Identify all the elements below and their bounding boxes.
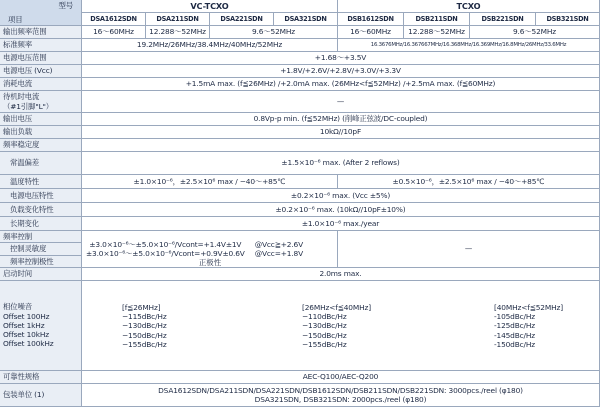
phase-noise-condition: [26MHz<f≦40MHz]	[302, 302, 371, 312]
row-label: 相位噪音	[3, 302, 32, 312]
cell-value: —	[82, 91, 600, 113]
phase-noise-group	[122, 281, 167, 371]
part-header: DSB211SDN	[404, 13, 470, 26]
cell-value: 12.288～52MHz	[404, 26, 470, 39]
phase-noise-condition: [40MHz<f≦52MHz]	[494, 302, 563, 312]
control-sensitivity-line: ±3.0×10⁻⁶～±5.0×10⁻⁶/Vcont=+0.9V±0.6V	[86, 249, 245, 258]
cell-value: 16～60MHz	[82, 26, 146, 39]
row-label: 负载变化特性	[0, 203, 82, 217]
row-label: 常温偏差	[0, 152, 82, 175]
row-label: 长期变化	[0, 217, 82, 231]
row-label: 包装单位 (1)	[0, 384, 82, 407]
control-sensitivity-line: ±3.0×10⁻⁶～±5.0×10⁻⁶/Vcont=+1.4V±1V	[89, 239, 242, 249]
cell-value: +1.8V/+2.6V/+2.8V/+3.0V/+3.3V	[82, 65, 600, 78]
part-header: DSB321SDN	[536, 13, 600, 26]
phase-noise-value: -150dBc/Hz	[494, 339, 536, 349]
row-label	[0, 91, 82, 113]
row-label: 标准频率	[0, 39, 82, 52]
control-sensitivity-lines	[86, 240, 245, 259]
polarity-value: 正极性	[198, 258, 222, 267]
vc-tcxo-header: VC-TCXO	[82, 0, 338, 13]
cell-value: ±1.0×10⁻⁶，±2.5×10⁶ max / −40～+85℃	[82, 175, 338, 189]
packing-value	[82, 384, 600, 407]
cell-value: 16～60MHz	[338, 26, 404, 39]
offset-label: Offset 10kHz	[3, 330, 49, 340]
row-label: 输出负载	[0, 126, 82, 139]
cell-value: ±0.2×10⁻⁶ max. (Vcc ±5%)	[82, 189, 600, 203]
phase-noise-value: -145dBc/Hz	[494, 330, 536, 340]
section-blank	[82, 139, 600, 152]
offset-label: Offset 100kHz	[3, 339, 54, 349]
part-header: DSA211SDN	[146, 13, 210, 26]
row-label-line: 待机时电流	[3, 92, 40, 102]
row-label: 电源电压范围	[0, 52, 82, 65]
phase-noise-value: −130dBc/Hz	[122, 321, 167, 331]
cell-value: +1.68～+3.5V	[82, 52, 600, 65]
cell-value: 9.6～52MHz	[210, 26, 338, 39]
phase-noise-value: −150dBc/Hz	[122, 330, 167, 340]
vcc-condition: @Vcc=+1.8V	[254, 249, 303, 258]
tcxo-header: TCXO	[338, 0, 600, 13]
cell-value: ±0.5×10⁻⁶，±2.5×10⁶ max / −40～+85℃	[338, 175, 600, 189]
offset-label: Offset 100Hz	[3, 311, 50, 321]
section-label: 频率控制	[0, 231, 82, 243]
corner-header	[0, 0, 82, 26]
control-conditions	[255, 240, 303, 259]
part-header: DSB221SDN	[470, 13, 536, 26]
phase-noise-condition: [f≦26MHz]	[122, 302, 161, 312]
row-label: 电源电压 (Vcc)	[0, 65, 82, 78]
cell-value: 2.0ms max.	[82, 268, 600, 281]
cell-value: 10kΩ//10pF	[82, 126, 600, 139]
phase-noise-labels	[0, 281, 82, 371]
phase-noise-value: −130dBc/Hz	[302, 321, 347, 331]
offset-label: Offset 1kHz	[3, 320, 45, 330]
cell-value: +1.5mA max. (f≦26MHz) /+2.0mA max. (26MHz<f≦52MHz) /+2.5mA max. (f≦60MHz)	[82, 78, 600, 91]
part-header: DSA221SDN	[210, 13, 274, 26]
phase-noise-value: −115dBc/Hz	[122, 312, 167, 322]
vcc-condition: @Vcc≧+2.6V	[254, 239, 303, 249]
row-label: 启动时间	[0, 268, 82, 281]
cell-value: ±0.2×10⁻⁶ max. (10kΩ//10pF±10%)	[82, 203, 600, 217]
cell-value: 12.288～52MHz	[146, 26, 210, 39]
cell-value: 19.2MHz/26MHz/38.4MHz/40MHz/52MHz	[82, 39, 338, 52]
phase-noise-group	[302, 281, 371, 371]
part-header: DSA1612SDN	[82, 13, 146, 26]
row-label: 温度特性	[0, 175, 82, 189]
row-label-line: （#1引脚"L"）	[3, 101, 54, 111]
row-label: 输出电压	[0, 113, 82, 126]
phase-noise-value: −155dBc/Hz	[302, 339, 347, 349]
cell-value: —	[338, 231, 600, 268]
cell-value: 9.6～52MHz	[470, 26, 600, 39]
section-label: 频率稳定度	[0, 139, 82, 152]
item-label: 项目	[8, 14, 23, 24]
part-header: DSB1612SDN	[338, 13, 404, 26]
part-header: DSA321SDN	[274, 13, 338, 26]
phase-noise-value: -125dBc/Hz	[494, 321, 536, 331]
cell-value: ±1.5×10⁻⁶ max. (After 2 reflows)	[82, 152, 600, 175]
row-label: 输出频率范围	[0, 26, 82, 39]
row-label: 可靠性规格	[0, 371, 82, 384]
row-label: 频率控制极性	[0, 256, 82, 268]
row-label: 电源电压特性	[0, 189, 82, 203]
packing-line: DSA1612SDN/DSA211SDN/DSA221SDN/DSB1612SDN/DSB211SDN/DSB221SDN: 3000pcs./reel (φ180)	[158, 385, 523, 395]
cell-value: ±1.0×10⁻⁶ max./year	[82, 217, 600, 231]
model-label: 型号	[58, 1, 73, 10]
phase-noise-values	[82, 281, 600, 371]
row-label: 消耗电流	[0, 78, 82, 91]
phase-noise-group	[494, 281, 563, 371]
cell-value: 0.8Vp-p min. (f≦52MHz) (削峰正弦波/DC-coupled)	[82, 113, 600, 126]
packing-line: DSA321SDN, DSB321SDN: 2000pcs./reel (φ180)	[254, 395, 427, 404]
row-label: 控制灵敏度	[0, 243, 82, 256]
phase-noise-value: -105dBc/Hz	[494, 312, 536, 322]
cell-value: AEC-Q100/AEC-Q200	[82, 371, 600, 384]
phase-noise-value: −155dBc/Hz	[122, 339, 167, 349]
cell-value: 16.3676MHz/16.367667MHz/16.368MHz/16.369MHz/16.8MHz/26MHz/33.6MHz	[338, 39, 600, 52]
phase-noise-value: −150dBc/Hz	[302, 330, 347, 340]
phase-noise-value: −110dBc/Hz	[302, 312, 347, 322]
